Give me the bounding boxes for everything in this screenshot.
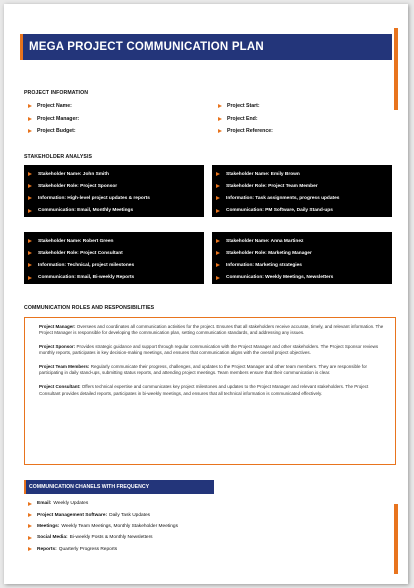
stakeholder-role (216, 247, 388, 259)
roles-heading: COMMUNICATION ROLES AND RESPONSIBILITIES (24, 305, 155, 311)
role-paragraph (39, 324, 387, 337)
role-label: Project Team Members: (39, 364, 90, 370)
stakeholder-name-text: Stakeholder Name: John Smith (38, 171, 109, 177)
role-text: Oversees and coordinates all communication activities for the project. Ensures that all stakeholders receive accurate, timely, and relevant information. The Project Manager is responsible for developing the communication plan, setting communication standards, and addressing any issues. (39, 324, 384, 336)
channel-item (28, 521, 178, 532)
project-info-left (28, 100, 79, 138)
stakeholder-role (28, 180, 200, 192)
arrow-icon (218, 129, 222, 133)
arrow-icon (28, 239, 32, 243)
stakeholder-information-text: Information: High-level project updates & reports (38, 195, 150, 201)
stakeholder-card (24, 165, 204, 217)
arrow-icon (216, 276, 220, 280)
project-budget-row (28, 125, 79, 138)
arrow-icon (216, 263, 220, 267)
stakeholder-communication-text: Communication: PM Software, Daily Stand-ups (226, 208, 333, 214)
project-name-row (28, 100, 79, 113)
stakeholder-card (212, 232, 392, 284)
project-information-heading: PROJECT INFORMATION (24, 90, 89, 96)
arrow-icon (216, 172, 220, 176)
stakeholder-role (216, 180, 388, 192)
arrow-icon (28, 276, 32, 280)
role-text: Offers technical expertise and communicates key project milestones and updates to the Project Manager and relevant stakeholders. The Project Consultant provides detailed reports, participates in bi-weekly meetings, and ensures that all technical information is communicated effectively. (39, 384, 369, 396)
arrow-icon (28, 129, 32, 133)
project-manager-row (28, 113, 79, 126)
stakeholder-communication (28, 272, 200, 284)
arrow-icon (216, 184, 220, 188)
stakeholder-name (28, 168, 200, 180)
stakeholder-information-text: Information: Technical, project milestones (38, 262, 135, 268)
role-paragraph (39, 344, 387, 357)
arrow-icon (28, 524, 32, 528)
stakeholder-name-text: Stakeholder Name: Robert Green (38, 238, 114, 244)
role-paragraph (39, 364, 387, 377)
stakeholder-name (216, 235, 388, 247)
stakeholder-communication-text: Communication: Email, Monthly Meetings (38, 208, 134, 214)
arrow-icon (216, 209, 220, 213)
stakeholder-role-text: Stakeholder Role: Marketing Manager (226, 250, 312, 256)
stakeholder-information-text: Information: Marketing strategies (226, 262, 302, 268)
stakeholder-information (216, 259, 388, 271)
stakeholder-role (28, 247, 200, 259)
role-paragraph (39, 384, 387, 397)
project-manager-label: Project Manager: (37, 115, 80, 122)
channel-label: Project Management Software: (37, 512, 108, 518)
project-info-right (218, 100, 273, 138)
arrow-icon (216, 239, 220, 243)
roles-box (24, 317, 396, 465)
project-name-label: Project Name: (37, 103, 72, 110)
stakeholder-communication (216, 272, 388, 284)
project-start-label: Project Start: (227, 103, 260, 110)
stakeholder-information-text: Information: Task assignments, progress updates (226, 195, 340, 201)
channel-item (28, 498, 178, 509)
channels-list (28, 498, 178, 555)
arrow-icon (28, 104, 32, 108)
arrow-icon (28, 117, 32, 121)
arrow-icon (218, 104, 222, 108)
channel-label: Social Media: (37, 535, 68, 541)
stakeholder-communication-text: Communication: Weekly Meetings, Newsletters (226, 275, 334, 281)
role-label: Project Sponsor: (39, 344, 76, 350)
stakeholder-card (212, 165, 392, 217)
arrow-icon (28, 513, 32, 517)
role-label: Project Consultant: (39, 384, 81, 390)
channel-item (28, 509, 178, 520)
arrow-icon (28, 251, 32, 255)
role-text: Regularly communicate their progress, challenges, and updates to the Project Manager and other team members. They are responsible for participating in daily stand-ups, submitting status reports, and attending project meetings. Team members ensure that their communication is clear. (39, 364, 368, 376)
arrow-icon (218, 117, 222, 121)
channel-label: Meetings: (37, 523, 60, 529)
channels-heading: COMMUNICATION CHANELS WITH FREQUENCY (24, 480, 214, 494)
arrow-icon (28, 184, 32, 188)
role-label: Project Manager: (39, 324, 76, 329)
channel-item (28, 532, 178, 543)
stakeholder-role-text: Stakeholder Role: Project Sponsor (38, 183, 118, 189)
stakeholder-name (216, 168, 388, 180)
document-page (4, 4, 408, 584)
stakeholder-communication (28, 205, 200, 217)
stakeholder-analysis-heading: STAKEHOLDER ANALYSIS (24, 154, 93, 160)
stakeholder-information (216, 192, 388, 204)
stakeholder-communication (216, 205, 388, 217)
document-title: MEGA PROJECT COMMUNICATION PLAN (20, 34, 392, 60)
project-end-label: Project End: (227, 115, 258, 122)
stakeholder-name-text: Stakeholder Name: Emily Brown (226, 171, 300, 177)
channel-text: Weekly Updates (53, 501, 89, 507)
arrow-icon (28, 536, 32, 540)
arrow-icon (28, 172, 32, 176)
channel-item (28, 544, 178, 555)
stakeholder-name (28, 235, 200, 247)
stakeholder-role-text: Stakeholder Role: Project Team Member (226, 183, 318, 189)
arrow-icon (216, 196, 220, 200)
channel-text: Bi-weekly Posts & Monthly Newsletters (69, 535, 153, 541)
channel-text: Daily Task Updates (109, 512, 151, 518)
orange-accent-bar-top (394, 28, 398, 110)
arrow-icon (28, 547, 32, 551)
orange-accent-bar-bottom (394, 504, 398, 574)
arrow-icon (28, 263, 32, 267)
stakeholder-card (24, 232, 204, 284)
project-end-row (218, 113, 273, 126)
arrow-icon (28, 196, 32, 200)
channel-text: Weekly Team Meetings, Monthly Stakeholder Meetings (61, 523, 178, 529)
channel-label: Reports: (37, 546, 57, 552)
project-reference-label: Project Reference: (227, 128, 273, 135)
arrow-icon (28, 502, 32, 506)
role-text: Provides strategic guidance and support through regular communication with the Project Manager and other stakeholders. The Project Sponsor reviews monthly reports, participates in key decision-making meetings, and ensures that communication aligns with the overall project objectives. (39, 344, 379, 356)
stakeholder-information (28, 259, 200, 271)
channel-text: Quarterly Progress Reports (58, 546, 118, 552)
arrow-icon (216, 251, 220, 255)
stakeholder-name-text: Stakeholder Name: Anna Martinez (226, 238, 304, 244)
stakeholder-information (28, 192, 200, 204)
arrow-icon (28, 209, 32, 213)
project-reference-row (218, 125, 273, 138)
project-budget-label: Project Budget: (37, 128, 76, 135)
stakeholder-role-text: Stakeholder Role: Project Consultant (38, 250, 123, 256)
project-start-row (218, 100, 273, 113)
channel-label: Email: (37, 501, 52, 507)
stakeholder-communication-text: Communication: Email, Bi-weekly Reports (38, 275, 135, 281)
